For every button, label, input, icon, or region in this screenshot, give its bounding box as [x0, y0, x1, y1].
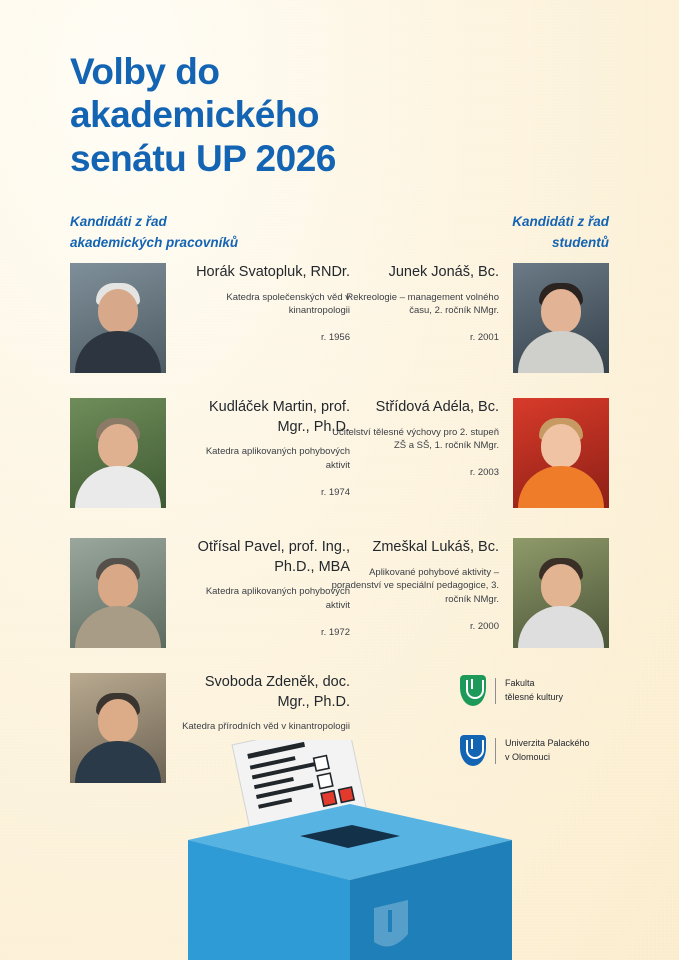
candidate-photo	[70, 263, 166, 373]
candidate-year: r. 1974	[320, 486, 350, 498]
staff-column-heading-line-1: Kandidáti z řad	[70, 214, 167, 229]
logo-faculty	[460, 675, 563, 706]
candidate-description: Katedra aplikovaných pohybových aktivit	[205, 446, 350, 471]
candidate-info	[315, 538, 513, 632]
logo-divider	[495, 678, 496, 704]
title-line-3: senátu UP 2026	[70, 137, 336, 179]
logo-faculty-text	[505, 677, 563, 703]
candidate-year: r. 2001	[469, 332, 499, 344]
logo-university-line-1: Univerzita Palackého	[505, 738, 590, 749]
student-column-heading	[389, 212, 609, 254]
student-column-heading-line-2: studentů	[552, 234, 609, 250]
candidate-photo	[70, 398, 166, 508]
candidate-name: Zmeškal Lukáš, Bc.	[372, 539, 499, 555]
staff-column-heading-line-2: akademických pracovníků	[70, 234, 239, 250]
candidate-description: Aplikované pohybové aktivity – poradenství ve speciální pedagogice, 3. ročník NMgr.	[331, 566, 499, 606]
candidate-description: Rekreologie – management volného času, 2. ročník NMgr.	[346, 291, 499, 317]
candidate-year: r. 2003	[469, 467, 499, 479]
candidate-year: r. 2000	[469, 620, 499, 632]
candidate-description: Katedra přírodních věd v kinantropologii	[182, 721, 350, 733]
student-column-heading-line-1: Kandidáti z řad	[512, 214, 609, 229]
title-line-1: Volby do	[70, 51, 220, 92]
candidate-photo	[513, 398, 609, 508]
candidate-info	[315, 398, 513, 478]
candidate-name: Svoboda Zdeněk, doc. Mgr., Ph.D.	[204, 674, 350, 710]
candidate-name: Kudláček Martin, prof. Mgr., Ph.D.	[208, 399, 350, 435]
candidate-info	[315, 263, 513, 343]
page-title	[70, 50, 500, 180]
candidate-name: Junek Jonáš, Bc.	[388, 264, 499, 280]
candidate-description: Katedra společenských věd v kinantropologii	[226, 291, 350, 317]
candidate-year: r. 1972	[320, 626, 350, 638]
title-line-2: akademického	[70, 94, 320, 136]
candidate-photo	[513, 538, 609, 648]
candidate-year: r. 1956	[320, 332, 350, 344]
candidate-photo	[513, 263, 609, 373]
candidate-card-student-2	[315, 398, 609, 508]
staff-column-heading	[70, 212, 270, 254]
candidate-card-student-1	[315, 263, 609, 373]
ballot-box-illustration	[0, 740, 679, 960]
candidate-photo	[70, 538, 166, 648]
candidate-name: Horák Svatopluk, RNDr.	[196, 264, 350, 280]
candidate-description: Katedra aplikovaných pohybových aktivit	[205, 586, 350, 611]
candidate-name: Střídová Adéla, Bc.	[375, 399, 499, 415]
candidate-card-student-3	[315, 538, 609, 648]
candidate-description: Učitelství tělesné výchovy pro 2. stupeň ZŠ a SŠ, 1. ročník NMgr.	[332, 426, 499, 452]
logo-university-line-2: v Olomouci	[505, 751, 551, 762]
logo-faculty-line-1: Fakulta	[505, 678, 535, 689]
logo-faculty-line-2: tělesné kultury	[505, 691, 564, 702]
shield-icon-green	[460, 675, 486, 706]
candidate-name: Otřísal Pavel, prof. Ing., Ph.D., MBA	[197, 539, 350, 575]
